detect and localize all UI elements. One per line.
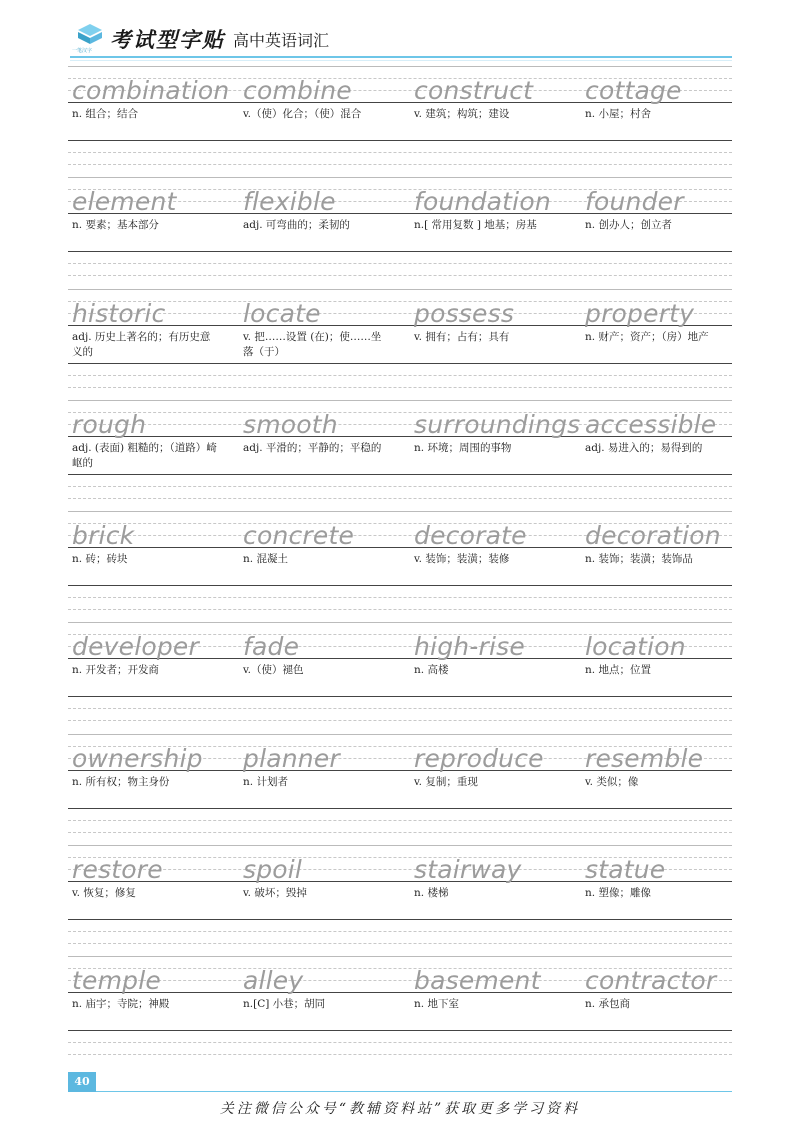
writing-guide-line	[68, 845, 732, 846]
writing-guide-line	[68, 609, 732, 610]
header-divider-light	[70, 60, 732, 61]
writing-guide-line	[68, 275, 732, 276]
word-definition: n. 环境；周围的事物	[414, 441, 512, 454]
trace-word: basement	[414, 966, 541, 996]
trace-word: property	[585, 298, 695, 328]
word-definition: n. 庙宇；寺院；神殿	[72, 998, 170, 1011]
trace-word: contractor	[585, 966, 717, 996]
trace-word: flexible	[243, 187, 336, 217]
word-definition: v. 恢复；修复	[72, 887, 136, 900]
trace-word: ownership	[72, 743, 203, 773]
trace-word: alley	[243, 966, 304, 996]
writing-guide-line	[68, 808, 732, 809]
word-definition: v. 复制；重现	[414, 775, 478, 788]
writing-guide-line	[68, 363, 732, 364]
trace-word: locate	[243, 298, 321, 328]
brand-title: 考试型字贴	[110, 27, 225, 52]
word-definition: v. 破坏；毁掉	[243, 887, 307, 900]
writing-guide-line	[68, 1030, 732, 1031]
page-number: 40	[68, 1072, 96, 1092]
word-definition: n. 承包商	[585, 998, 630, 1011]
trace-word: founder	[585, 187, 684, 217]
header-divider	[70, 56, 732, 58]
writing-guide-line	[68, 251, 732, 252]
word-definition: n. 财产；资产；（房）地产	[585, 330, 709, 343]
vocab-row	[68, 66, 732, 177]
word-definition: n. 混凝土	[243, 553, 288, 566]
trace-word: historic	[72, 298, 166, 328]
writing-guide-line	[68, 919, 732, 920]
vocab-row	[68, 177, 732, 288]
writing-guide-line	[68, 474, 732, 475]
word-definition: v. 建筑；构筑；建设	[414, 108, 510, 120]
writing-guide-line	[68, 1054, 732, 1055]
writing-guide-line	[68, 66, 732, 67]
writing-guide-line	[68, 498, 732, 499]
trace-word: reproduce	[414, 743, 544, 773]
vocab-row	[68, 511, 732, 622]
writing-guide-line	[68, 177, 732, 178]
word-definition: adj. 历史上著名的；有历史意义的	[72, 330, 211, 358]
writing-guide-line	[68, 708, 732, 709]
word-definition: v.（使）褪色	[243, 664, 304, 677]
writing-guide-line	[68, 622, 732, 623]
vocab-row	[68, 734, 732, 845]
writing-guide-line	[68, 931, 732, 932]
word-definition: adj. 易进入的；易得到的	[585, 441, 703, 454]
writing-guide-line	[68, 289, 732, 290]
trace-word: cottage	[585, 76, 682, 105]
vocabulary-grid	[68, 66, 732, 1068]
trace-word: decoration	[585, 521, 721, 551]
writing-guide-line	[68, 1042, 732, 1043]
trace-word: rough	[72, 409, 147, 439]
writing-guide-line	[68, 140, 732, 141]
trace-word: brick	[72, 521, 135, 551]
writing-guide-line	[68, 400, 732, 401]
trace-word: decorate	[414, 521, 527, 551]
trace-word: construct	[414, 76, 534, 105]
word-definition: n.[C] 小巷；胡同	[243, 998, 326, 1011]
trace-word: accessible	[585, 409, 717, 439]
trace-word: element	[72, 187, 177, 217]
trace-word: smooth	[243, 409, 338, 439]
word-definition: n. 开发者；开发商	[72, 664, 159, 677]
word-definition: n. 小屋；村舍	[585, 108, 651, 120]
trace-word: spoil	[243, 855, 303, 885]
trace-word: concrete	[243, 521, 355, 551]
writing-guide-line	[68, 943, 732, 944]
writing-guide-line	[68, 486, 732, 487]
trace-word: planner	[243, 743, 340, 773]
writing-guide-line	[68, 152, 732, 153]
writing-guide-line	[68, 511, 732, 512]
word-definition: v. 拥有；占有；具有	[414, 330, 510, 343]
writing-guide-line	[68, 585, 732, 586]
vocab-row	[68, 400, 732, 511]
word-definition: v. 把……设置 (在)；使……坐落（于）	[243, 330, 382, 358]
writing-guide-line	[68, 956, 732, 957]
vocab-row	[68, 289, 732, 400]
word-definition: n.[ 常用复数 ] 地基；房基	[414, 219, 537, 232]
trace-word: possess	[414, 298, 515, 328]
writing-guide-line	[68, 164, 732, 165]
page-header	[70, 22, 740, 58]
trace-word: high-rise	[414, 632, 525, 662]
word-definition: adj. 平滑的；平静的；平稳的	[243, 441, 382, 454]
word-definition: n. 砖；砖块	[72, 553, 128, 566]
word-definition: v.（使）化合；（使）混合	[243, 108, 362, 120]
vocab-row	[68, 845, 732, 956]
trace-word: location	[585, 632, 686, 662]
writing-guide-line	[68, 720, 732, 721]
trace-word: surroundings	[414, 409, 581, 439]
writing-guide-line	[68, 832, 732, 833]
trace-word: fade	[243, 632, 300, 662]
word-definition: n. 楼梯	[414, 887, 449, 900]
logo-caption: 一笔汉字	[72, 48, 93, 54]
trace-word: statue	[585, 855, 666, 885]
word-definition: n. 所有权；物主身份	[72, 775, 170, 788]
footer-divider	[96, 1091, 732, 1092]
writing-guide-line	[68, 696, 732, 697]
word-definition: n. 创办人；创立者	[585, 219, 672, 232]
vocab-row	[68, 622, 732, 733]
word-definition: n. 要素；基本部分	[72, 219, 159, 232]
page-subtitle: 高中英语词汇	[233, 31, 330, 50]
writing-guide-line	[68, 263, 732, 264]
writing-guide-line	[68, 387, 732, 388]
word-definition: n. 地点；位置	[585, 664, 651, 677]
word-definition: n. 塑像；雕像	[585, 887, 651, 900]
trace-word: restore	[72, 855, 163, 885]
writing-guide-line	[68, 375, 732, 376]
writing-guide-line	[68, 597, 732, 598]
word-definition: n. 装饰；装潢；装饰品	[585, 553, 693, 566]
word-definition: n. 地下室	[414, 998, 459, 1011]
word-definition: v. 类似；像	[585, 775, 639, 788]
footer-note: 关注微信公众号“教辅资料站”获取更多学习资料	[219, 1101, 581, 1117]
trace-word: combination	[72, 76, 230, 105]
trace-word: temple	[72, 966, 161, 996]
word-definition: n. 计划者	[243, 775, 288, 788]
word-definition: n. 组合；结合	[72, 108, 138, 120]
trace-word: stairway	[414, 855, 522, 885]
trace-word: developer	[72, 632, 199, 662]
writing-guide-line	[68, 734, 732, 735]
trace-word: resemble	[585, 743, 704, 773]
writing-guide-line	[68, 820, 732, 821]
word-definition: adj. 可弯曲的；柔韧的	[243, 219, 350, 232]
vocab-row	[68, 956, 732, 1067]
word-definition: v. 装饰；装潢；装修	[414, 553, 510, 566]
trace-word: combine	[243, 76, 352, 105]
word-definition: n. 高楼	[414, 664, 449, 677]
trace-word: foundation	[414, 187, 551, 217]
word-definition: adj. (表面) 粗糙的；（道路）崎岖的	[72, 441, 217, 469]
